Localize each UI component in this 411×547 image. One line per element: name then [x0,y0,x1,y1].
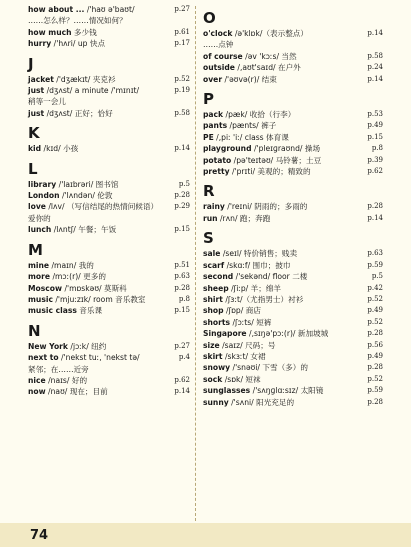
entry-word: just [28,108,45,118]
section-letter: J [28,54,34,73]
entry-word: sock [203,374,223,384]
entry-word: second [203,272,234,282]
entry-word: size [203,340,220,350]
entry-word: shorts [203,317,231,327]
entry-definition: /'mjuːzɪk/ room 音乐教室 [52,294,146,304]
entry-definition: /jɔːk/ 纽约 [67,341,107,351]
glossary-entry [28,283,190,294]
entry-definition: /skɑːf/ 围巾；披巾 [224,260,291,270]
entry-definition-continued: 紧邻；在……近旁 [28,364,89,374]
glossary-entry [28,271,190,282]
glossary-entry [203,351,383,362]
entry-definition: /lʌntʃ/ 午餐；午饭 [51,225,117,235]
glossary-entry [203,120,383,131]
entry-word: next to [28,353,59,363]
entry-definition: /'snəʊi/ 下雪（多）的 [230,363,308,373]
section-letter: S [203,229,214,248]
glossary-entry [28,341,190,352]
section-letter: O [203,9,216,27]
section-letter: M [28,240,43,259]
entry-definition: /'laɪbrəri/ 图书馆 [56,179,119,189]
glossary-entry [28,179,190,190]
entry-page-ref: p.15 [174,225,190,234]
entry-page-ref: p.19 [174,86,190,95]
entry-word: sale [203,249,221,259]
entry-word: sheep [203,283,229,293]
entry-word: sunny [203,397,229,407]
glossary-entry [203,109,383,120]
entry-word: more [28,272,51,282]
entry-definition: 音乐课 [76,306,103,316]
entry-definition: /'lʌndən/ 伦敦 [59,191,113,201]
entry-page-ref: p.14 [367,74,383,83]
section-letter: K [28,124,40,143]
entry-definition: /rʌn/ 跑；奔跑 [217,213,271,223]
glossary-entry [203,166,383,177]
entry-word: kid [28,144,42,154]
entry-word: pretty [203,167,230,177]
entry-page-ref: p.61 [174,27,190,36]
entry-page-ref: p.63 [174,272,190,281]
entry-definition: /,piː 'iː/ class 体育课 [213,132,289,142]
entry-page-ref: p.27 [174,5,190,13]
entry-definition: /ʃɒp/ 商店 [223,306,261,316]
glossary-entry [203,271,383,282]
glossary-entry [28,386,190,397]
entry-definition: /'prɪti/ 美观的；精致的 [229,167,311,177]
glossary-left-column [28,4,190,398]
entry-definition: /pə'teɪtəʊ/ 马铃薯；土豆 [231,155,322,165]
entry-page-ref: p.56 [367,340,383,349]
entry-page-ref: p.28 [367,363,383,372]
section-letter: L [28,159,38,178]
entry-word: skirt [203,351,223,361]
glossary-entry [203,283,383,294]
entry-word: rainy [203,202,225,212]
entry-word: how about ... [28,5,85,14]
entry-definition: /dʒʌst/ 正好；恰好 [44,108,113,118]
entry-page-ref: p.15 [367,132,383,141]
glossary-entry [28,74,190,85]
entry-word: nice [28,375,46,385]
entry-word: scarf [203,260,225,270]
entry-page-ref: p.14 [367,213,383,222]
glossary-entry [203,51,383,62]
glossary-entry [28,27,190,38]
entry-word: just [28,86,45,96]
glossary-entry [203,385,383,396]
entry-page-ref: p.53 [367,110,383,119]
entry-definition: /,aʊt'saɪd/ 在户外 [234,63,301,73]
entry-word: library [28,179,57,189]
glossary-entry [28,38,190,49]
entry-page-ref: p.58 [174,108,190,117]
glossary-entry [28,108,190,119]
entry-definition: /'əʊvə(r)/ 结束 [222,74,277,84]
glossary-entry [203,294,383,305]
glossary-entry [28,85,190,108]
entry-word: outside [203,63,235,73]
glossary-entry [28,375,190,386]
entry-page-ref: p.5 [178,179,190,188]
entry-definition-continued: 稍等一会儿 [28,97,66,107]
entry-page-ref: p.29 [174,202,190,211]
glossary-entry [28,143,190,154]
glossary-entry [203,248,383,259]
glossary-entry [203,62,383,73]
entry-definition: /ʃiːp/ 羊；绵羊 [228,283,282,293]
entry-word: snowy [203,363,231,373]
entry-page-ref: p.62 [367,167,383,176]
entry-page-ref: p.28 [367,329,383,338]
entry-page-ref: p.4 [178,353,190,362]
entry-page-ref: p.14 [174,387,190,396]
entry-page-ref: p.27 [174,341,190,350]
entry-page-ref: p.52 [367,374,383,383]
entry-page-ref: p.58 [367,51,383,60]
glossary-entry [28,260,190,271]
entry-word: pack [203,110,224,120]
entry-word: playground [203,144,252,154]
glossary-entry [203,143,383,154]
page-number: 74 [30,528,49,543]
entry-definition: /seɪl/ 特价销售；贱卖 [220,249,298,259]
entry-word: Moscow [28,283,63,293]
entry-word: shirt [203,294,223,304]
entry-definition: /ə'klɒk/（表示整点） [232,29,308,38]
entry-word: now [28,387,46,397]
entry-definition: /naɪs/ 好的 [45,375,88,385]
entry-page-ref: p.59 [367,260,383,269]
entry-word: London [28,191,60,201]
entry-page-ref: p.49 [367,306,383,315]
entry-definition: /saɪz/ 尺码；号 [219,340,276,350]
glossary-entry [28,190,190,201]
entry-word: how much [28,27,72,37]
entry-word: pants [203,121,228,131]
entry-page-ref: p.8 [178,294,190,303]
entry-word: run [203,213,218,223]
entry-page-ref: p.59 [367,386,383,395]
glossary-entry [203,201,383,212]
entry-definition: /əv 'kɔːs/ 当然 [242,51,297,61]
entry-definition: /dʒʌst/ a minute /'mɪnɪt/ [44,86,140,96]
entry-page-ref: p.28 [174,191,190,200]
glossary-entry [203,305,383,316]
entry-word: lunch [28,225,52,235]
column-divider [195,6,196,521]
entry-word: over [203,74,223,84]
entry-page-ref: p.5 [371,272,383,281]
section-letter: P [203,90,214,109]
entry-word: music [28,294,53,304]
glossary-right-column [203,4,383,408]
entry-page-ref: p.17 [174,39,190,48]
entry-word: hurry [28,39,52,49]
glossary-entry [203,317,383,328]
entry-definition: /kɪd/ 小孩 [41,144,79,154]
entry-definition: /'reɪni/ 阴雨的；多雨的 [224,202,308,212]
entry-definition: /'sʌŋɡlɑːsɪz/ 太阳镜 [250,386,324,396]
entry-definition: /'mɒskəʊ/ 莫斯科 [62,283,127,293]
entry-page-ref: p.8 [371,144,383,153]
entry-page-ref: p.28 [174,283,190,292]
entry-page-ref: p.52 [367,317,383,326]
entry-word: shop [203,306,224,316]
entry-definition: /mɔː(r)/ 更多的 [50,272,106,282]
entry-page-ref: p.24 [367,63,383,72]
entry-word: love [28,202,46,212]
entry-definition: /lʌv/ （写信结尾的热情问候语） [45,202,159,212]
glossary-entry [203,132,383,143]
entry-definition: /maɪn/ 我的 [49,260,94,270]
entry-page-ref: p.39 [367,155,383,164]
section-letter: R [203,182,215,201]
glossary-entry [28,352,190,375]
entry-definition: /'pleɪɡraʊnd/ 操场 [251,144,321,154]
entry-word: sunglasses [203,386,251,396]
entry-definition: /pænts/ 裤子 [227,121,277,131]
entry-definition: /'sekənd/ floor 二楼 [233,272,308,282]
entry-word: mine [28,260,50,270]
entry-page-ref: p.52 [174,74,190,83]
entry-word: Singapore [203,329,247,339]
entry-page-ref: p.62 [174,375,190,384]
entry-definition: /ʃɔːts/ 短裤 [230,317,272,327]
entry-page-ref: p.49 [367,351,383,360]
entry-page-ref: p.49 [367,121,383,130]
entry-definition: /,sɪŋə'pɔː(r)/ 新加坡城 [246,329,329,339]
glossary-entry [28,294,190,305]
entry-page-ref: p.28 [367,202,383,211]
glossary-entry [28,201,190,224]
glossary-entry [203,374,383,385]
entry-word: New York [28,341,68,351]
entry-definition: /sɒk/ 短袜 [222,374,261,384]
entry-definition: /ʃɜːt/（尤指男士）衬衫 [222,294,304,304]
entry-page-ref: p.14 [367,29,383,37]
glossary-entry [203,260,383,271]
entry-definition: /skɜːt/ 女裙 [222,351,266,361]
entry-word: o'clock [203,29,233,38]
glossary-entry [203,340,383,351]
glossary-entry [203,328,383,339]
entry-word: music class [28,306,77,316]
section-letter: N [28,321,41,340]
entry-definition-continued: 爱你的 [28,213,51,223]
entry-definition: /'haʊ ə'baʊt/ [84,5,135,14]
footer-bar [0,523,411,547]
glossary-entry [203,28,383,51]
entry-definition: /'sʌni/ 阳光充足的 [228,397,295,407]
entry-page-ref: p.63 [367,249,383,258]
entry-word: jacket [28,74,54,84]
entry-definition: 多少钱 [71,27,97,37]
entry-definition: /'nekst tuː, 'nekst tə/ [58,353,140,363]
entry-definition: /pæk/ 收拾（行李） [223,110,296,120]
entry-page-ref: p.42 [367,283,383,292]
glossary-entry [203,213,383,224]
glossary-entry [28,224,190,235]
entry-word: PE [203,132,214,142]
glossary-entry [203,362,383,373]
entry-definition: /naʊ/ 现在；目前 [45,387,108,397]
entry-word: potato [203,155,232,165]
glossary-entry [203,74,383,85]
entry-definition-continued: ……点钟 [203,40,234,50]
entry-page-ref: p.51 [174,260,190,269]
entry-definition-continued: ……怎么样？……情况如何？ [28,16,127,26]
entry-page-ref: p.14 [174,144,190,153]
entry-word: of course [203,51,243,61]
glossary-entry [28,4,190,27]
entry-definition: /'dʒækɪt/ 夹克衫 [53,74,116,84]
glossary-entry [203,397,383,408]
entry-page-ref: p.15 [174,306,190,315]
glossary-entry [203,155,383,166]
glossary-entry [28,305,190,316]
entry-definition: /'hʌri/ up 快点 [51,39,106,49]
entry-page-ref: p.52 [367,294,383,303]
entry-page-ref: p.28 [367,397,383,406]
